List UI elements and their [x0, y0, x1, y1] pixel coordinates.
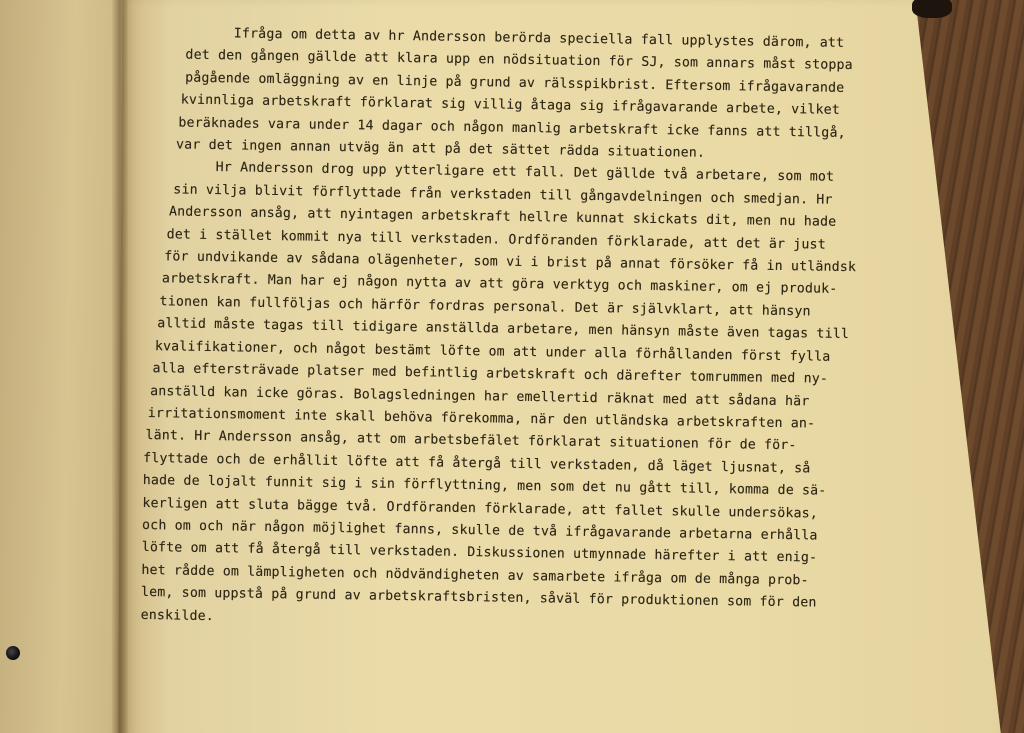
text-line: hade de lojalt funnit sig i sin förflyttning, men som det nu gått till, komma de sä- [142, 473, 827, 499]
text-line: och om och när någon möjlighet fanns, skulle de två ifrågavarande arbetarna erhålla [141, 517, 818, 544]
text-line: löfte om att få återgå till verkstaden. Diskussionen utmynnade härefter i att enig- [141, 540, 818, 566]
text-line: för undvikande av sådana olägenheter, som vi i brist på annat försöker få in utländsk [164, 249, 857, 276]
text-line: pågående omläggning av en linje på grund av rälsspikbrist. Eftersom ifrågavarande [185, 70, 845, 96]
text-line: kerligen att sluta bägge två. Ordföranden förklarade, att fallet skulle undersökas, [142, 495, 819, 522]
text-line: kvinnliga arbetskraft förklarat sig villig åtaga sig ifrågavarande arbete, vilket [180, 92, 841, 119]
text-line: Hr Andersson drog upp ytterligare ett fall. Det gällde två arbetare, som mot [215, 160, 835, 186]
text-line: beräknades vara under 14 dagar och någon manlig arbetskraft icke fanns att tillgå, [178, 115, 846, 141]
text-line: arbetskraft. Man har ej någon nytta av att göra verktyg och maskiner, om ej produk- [161, 271, 838, 298]
text-line: enskilde. [140, 607, 215, 624]
text-line: lem, som uppstå på grund av arbetskraftsbristen, såväl för produktionen som för den [140, 585, 817, 611]
book-gutter [112, 0, 128, 733]
clip-shadow-icon [912, 0, 952, 18]
text-line: kvalifikationer, och något bestämt löfte om att under alla förhållanden först fylla [154, 338, 831, 365]
text-line: Ifråga om detta av hr Andersson berörda speciella fall upplystes därom, att [233, 26, 845, 51]
text-line: irritationsmoment inte skall behöva förekomma, när den utländska arbetskraften an- [147, 405, 816, 432]
text-line: sin vilja blivit förflyttade från verkstaden till gångavdelningen och smedjan. Hr [173, 182, 833, 208]
text-line: flyttade och de erhållit löfte att få återgå till verkstaden, då läget ljusnat, så [143, 450, 811, 477]
text-line: tionen kan fullföljas och härför fordras personal. Det är självklart, att hänsyn [159, 294, 811, 320]
typed-text-body [140, 22, 949, 639]
text-line: anställd kan icke göras. Bolagsledningen har emellertid räknat med att sådana här [150, 383, 810, 409]
text-line: det i stället kommit nya till verkstaden. Ordföranden förklarade, att det är just [166, 226, 827, 253]
text-line: var det ingen annan utväg än att på det sättet rädda situationen. [175, 137, 706, 161]
binder-ring-icon [6, 646, 20, 660]
text-line: länt. Hr Andersson ansåg, att om arbetsbefälet förklarat situationen för de för- [145, 428, 797, 454]
text-line: alltid måste tagas till tidigare anställda arbetare, men hänsyn måste även tagas till [157, 316, 850, 343]
text-line: het rådde om lämpligheten och nödvändigheten av samarbete ifråga om de många prob- [141, 562, 809, 589]
text-line: Andersson ansåg, att nyintagen arbetskraft hellre kunnat skickats dit, men nu hade [168, 204, 837, 231]
text-line: alla eftersträvade platser med befintlig arbetskraft och därefter tomrummen med ny- [152, 361, 829, 387]
text-line: det den gången gällde att klara upp en nödsituation för SJ, som annars måst stoppa [185, 47, 853, 74]
